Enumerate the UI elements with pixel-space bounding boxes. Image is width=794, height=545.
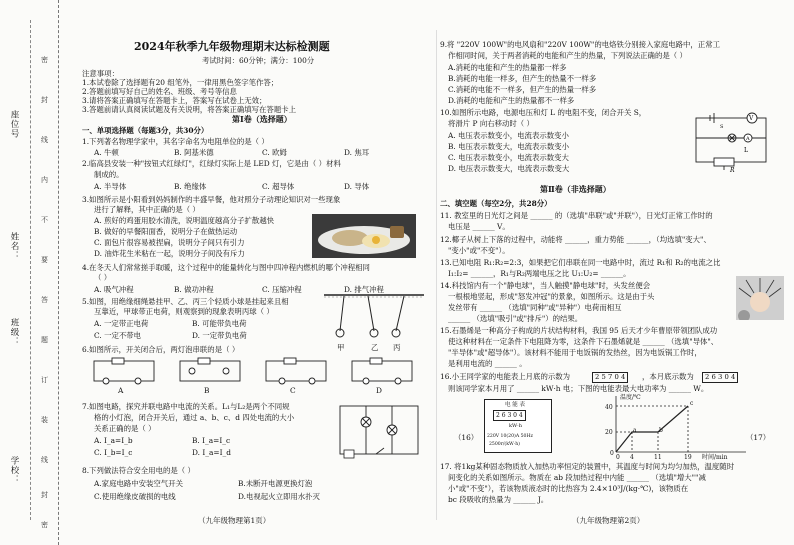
seat-label: 座位号 bbox=[9, 110, 19, 139]
part1-title: 第Ⅰ卷（选择题） bbox=[232, 114, 292, 124]
breakfast-photo bbox=[312, 214, 416, 258]
q5-option: A. 一定带正电荷 bbox=[94, 319, 149, 328]
q4-stem: 4.在冬天人们常常搓手取暖，这个过程中的能量转化与图中四冲程内燃机的哪个冲程相同 bbox=[82, 263, 370, 272]
q16-stem-cont: 则该同学家本月用了 ______ kW·h 电；下图的电能表最大电功率为 ______ W。 bbox=[448, 384, 709, 393]
q5-stem: 5.如图，用绝缘细绳悬挂甲、乙、丙三个轻质小球是挂起来且相 bbox=[82, 297, 289, 306]
graph-ytick: 0 bbox=[610, 450, 614, 457]
name-label: 姓名： bbox=[9, 232, 19, 261]
q3-option: B. 做好的早餐阳面香，说明分子在做热运动 bbox=[94, 227, 238, 236]
q13-stem-cont: I₁:I₂= ______，R₁与R₂两端电压之比 U₁:U₂= ______。 bbox=[448, 269, 631, 278]
graph-xtick: 0 bbox=[616, 454, 620, 461]
q8-option: C.使用绝缘皮破损的电线 bbox=[94, 492, 176, 501]
meter-reading-end: 2 6 3 0 4 bbox=[702, 372, 738, 383]
q5-option: C. 一定不带电 bbox=[94, 331, 142, 340]
seal-char: 封 bbox=[41, 96, 48, 104]
svg-text:R: R bbox=[730, 167, 735, 174]
seal-char: 装 bbox=[41, 416, 48, 424]
q2-stem-cont: 制成的。 bbox=[94, 170, 124, 179]
q7-stem: 7.如图电路，探究并联电路中电流的关系。L₁与L₂是两个不同规 bbox=[82, 402, 290, 411]
seal-char: 要 bbox=[41, 256, 48, 264]
section1-title: 一、单项选择题（每题3分，共30分） bbox=[82, 126, 209, 135]
seal-char: 线 bbox=[41, 136, 48, 144]
ball-label: 乙 bbox=[371, 343, 379, 352]
class-label: 班级： bbox=[9, 318, 19, 347]
q1-option: D. 焦耳 bbox=[344, 148, 370, 157]
footer-left: （九年级物理第1页） bbox=[198, 516, 271, 525]
graph-ylabel: 温度/℃ bbox=[620, 394, 641, 401]
graph-ytick: 20 bbox=[605, 429, 613, 436]
meter-reading-start: 2 5 7 0 4 bbox=[592, 372, 628, 383]
q16-stem: 16.小王同学家的电能表上月底的示数为 bbox=[440, 372, 571, 381]
q2-option: B. 绝缘体 bbox=[174, 182, 207, 191]
note-item: 3.请将答案正确填写在答题卡上，答案写在试卷上无效； bbox=[82, 96, 267, 105]
meter-display: 2 6 3 0 4 bbox=[493, 410, 526, 421]
q12-stem: 12.椰子从树上下落的过程中，动能将 ______，重力势能 ______，（均选填"变大"、 bbox=[440, 235, 711, 244]
q8-stem: 8.下列做法符合安全用电的是（ ） bbox=[82, 466, 195, 475]
q2-option: D. 导体 bbox=[344, 182, 370, 191]
q5-stem-cont: 互靠近，甲球带正电荷，则观察到的现象表明丙球（ ） bbox=[94, 307, 274, 316]
svg-text:S: S bbox=[720, 124, 724, 130]
parallel-circuit-figure bbox=[336, 402, 422, 460]
fig17-label: （17） bbox=[746, 433, 771, 442]
note-item: 3.答题前请认真阅读试题及有关说明，将答案正确填写在答题卡上 bbox=[82, 105, 296, 114]
q6-label: D bbox=[376, 386, 382, 395]
q4-option: D. 排气冲程 bbox=[344, 285, 384, 294]
svg-text:L: L bbox=[744, 147, 748, 154]
notes-heading: 注意事项： bbox=[82, 69, 119, 78]
q9-stem: 9.将 "220V 100W"的电风扇和"220V 100W"的电烙铁分别接入家庭电路中，正常工 bbox=[440, 40, 720, 49]
seal-char: 密 bbox=[41, 56, 48, 64]
q2-stem: 2.临高县安装一种"按钮式红绿灯"，红绿灯实际上是 LED 灯，它是由（ ）材料 bbox=[82, 159, 341, 168]
q10-stem-cont: 将滑片 P 向右移动时（ ） bbox=[448, 119, 534, 128]
graph-xtick: 4 bbox=[630, 454, 634, 461]
q6-label: A bbox=[118, 386, 124, 395]
q14-stem: 14.科技馆内有一个"静电球"，当人触摸"静电球"时，头发丝便会 bbox=[440, 281, 651, 290]
graph-point-b: b bbox=[659, 427, 663, 434]
fig16-label: （16） bbox=[454, 433, 479, 442]
q10-option: A. 电压表示数变小，电流表示数变小 bbox=[448, 131, 569, 140]
graph-point-c: c bbox=[690, 400, 694, 407]
seal-char: 答 bbox=[41, 296, 48, 304]
q3-option: A. 煎好的鸡蛋用胶水清洗，说明温度越高分子扩散越快 bbox=[94, 216, 275, 225]
q14-stem-cont: 发丝带有 ______ （选填"同种"或"异种"）电荷而相互 bbox=[448, 303, 622, 312]
note-item: 2.答题前填写好自己的姓名、班级、考号等信息 bbox=[82, 87, 237, 96]
column-divider bbox=[436, 30, 437, 520]
meter-revolutions: 2500r/(kW·h) bbox=[489, 442, 520, 447]
q7-option: B. I_a=I_c bbox=[192, 436, 231, 445]
q1-stem: 1.下列著名物理学家中，其名字命名为电阻单位的是（ ） bbox=[82, 137, 269, 146]
q3-option: D. 油炸花生米粘在一起，说明分子间没有斥力 bbox=[94, 249, 245, 258]
svg-text:A: A bbox=[746, 136, 750, 142]
q9-stem-cont: 作相同时间，关于两者消耗的电能和产生的热量，下列说法正确的是（ ） bbox=[448, 51, 687, 60]
seal-char: 内 bbox=[41, 176, 48, 184]
seal-char: 线 bbox=[41, 456, 48, 464]
temperature-graph bbox=[600, 392, 750, 460]
q15-stem-cont: 使这种材料在一定条件下电阻降为零，这条件下石墨烯就是 ______ （选填"导体"、 bbox=[448, 337, 719, 346]
ball-label: 丙 bbox=[393, 343, 401, 352]
ball-label: 甲 bbox=[337, 343, 345, 352]
q10-option: B. 电压表示数变大，电流表示数变小 bbox=[448, 142, 569, 151]
q2-option: A. 半导体 bbox=[94, 182, 127, 191]
q9-option: B.消耗的电能一样多，但产生的热量不一样多 bbox=[448, 74, 597, 83]
q11-stem: 11. 教室里的日光灯之间是 ______ 的（选填"串联"或"并联"），日光灯正常工作时的 bbox=[440, 211, 713, 220]
q10-stem: 10.如图所示电路，电源电压和灯 L 的电阻不变，闭合开关 S， bbox=[440, 108, 647, 117]
seal-char: 密 bbox=[41, 521, 48, 529]
static-hair-photo bbox=[736, 276, 784, 320]
q7-option: D. I_a=I_d bbox=[192, 448, 231, 457]
seal-char: 封 bbox=[41, 491, 48, 499]
meter-unit: kW·h bbox=[509, 423, 522, 429]
q17-stem-cont: 间变化的关系如图所示。物质在 ab 段加热过程中内能 ______ （选填"增大""减 bbox=[448, 473, 706, 482]
energy-meter-figure bbox=[484, 399, 552, 453]
q6-label: B bbox=[204, 386, 210, 395]
q10-option: D. 电压表示数变大，电流表示数变大 bbox=[448, 164, 570, 173]
graph-xtick: 11 bbox=[654, 454, 662, 461]
q1-option: A. 牛顿 bbox=[94, 148, 119, 157]
binding-strip bbox=[0, 0, 59, 545]
note-item: 1.本试卷除了选择题有20 组笔外，一律用黑色签字笔作答； bbox=[82, 78, 279, 87]
q12-stem-cont: "变小"或"不变"）。 bbox=[448, 246, 510, 255]
q8-option: B.未断开电源更换灯泡 bbox=[238, 479, 313, 488]
svg-text:V: V bbox=[749, 115, 754, 122]
exam-subtitle: 考试时间：60分钟；满分：100分 bbox=[202, 56, 315, 65]
seal-char: 订 bbox=[41, 376, 48, 384]
q6-circuits bbox=[86, 357, 426, 387]
q5-option: B. 可能带负电荷 bbox=[192, 319, 247, 328]
q3-stem-cont: 进行了解释，其中正确的是（ ） bbox=[94, 205, 200, 214]
q15-stem: 15.石墨烯是一种高分子构成的片状结构材料，我国 95 后天才少年曹原带领团队成功 bbox=[440, 326, 718, 335]
exam-title: 2024年秋季九年级物理期末达标检测题 bbox=[134, 40, 330, 53]
q16-stem-mid: ，本月底示数为 bbox=[642, 372, 694, 381]
q17-stem-cont: bc 段吸收的热量为 ______ J。 bbox=[448, 495, 549, 504]
seal-char: 题 bbox=[41, 336, 48, 344]
q17-stem: 17. 将1kg某种固态物质放入加热功率恒定的装置中，其温度与时间为均匀加热，温度随时 bbox=[440, 462, 735, 471]
section2-title: 二、填空题（每空2分，共28分） bbox=[440, 199, 552, 208]
seal-line bbox=[30, 20, 32, 520]
q7-stem-cont: 格的小灯泡，闭合开关后，通过 a、b、c、d 四处电流的大小 bbox=[94, 413, 295, 422]
q9-option: A.消耗的电能和产生的热量都一样多 bbox=[448, 63, 567, 72]
q9-option: D.消耗的电能和产生的热量都不一样多 bbox=[448, 96, 575, 105]
q1-option: C. 欧姆 bbox=[262, 148, 287, 157]
q4-option: A. 吸气冲程 bbox=[94, 285, 134, 294]
q8-option: A.家庭电路中安装空气开关 bbox=[94, 479, 183, 488]
q14-stem-cont: ______ （选填"吸引"或"排斥"）的结果。 bbox=[448, 314, 583, 323]
q7-option: A. I_a=I_b bbox=[94, 436, 133, 445]
q7-option: C. I_b=I_c bbox=[94, 448, 133, 457]
q6-stem: 6.如图所示，开关闭合后，两灯泡串联的是（ ） bbox=[82, 345, 240, 354]
q3-stem: 3.如图所示是小阳看到妈妈制作的丰盛早餐，他对照分子动理论知识对一些现象 bbox=[82, 195, 341, 204]
q17-stem-cont: 小"或"不变"），若该物质液态时的比热容为 2.4×10³J/(kg·℃)，该物质在 bbox=[448, 484, 689, 493]
q4-stem-cont: （ ） bbox=[94, 273, 112, 282]
q1-option: B. 阿基米德 bbox=[174, 148, 214, 157]
q10-option: C. 电压表示数变小，电流表示数变大 bbox=[448, 153, 569, 162]
part2-title: 第Ⅱ卷（非选择题） bbox=[540, 184, 611, 194]
q15-stem-cont: 是利用电流的 ______ 。 bbox=[448, 359, 527, 368]
seal-char: 不 bbox=[41, 216, 48, 224]
q9-option: C.消耗的电能不一样多，但产生的热量一样多 bbox=[448, 85, 597, 94]
footer-right: （九年级物理第2页） bbox=[572, 516, 645, 525]
q14-stem-cont: 一根根地竖起，形成"怒发冲冠"的景象，如图所示。这是由于头 bbox=[448, 292, 655, 301]
q11-stem-cont: 电压是 ______ V。 bbox=[448, 222, 510, 231]
q5-option: D. 一定带负电荷 bbox=[192, 331, 247, 340]
meter-rating: 220V 10(20)A 50Hz bbox=[487, 434, 533, 439]
graph-xlabel: 时间/min bbox=[702, 454, 728, 461]
graph-ytick: 40 bbox=[605, 404, 613, 411]
q2-option: C. 超导体 bbox=[262, 182, 295, 191]
q15-stem-cont: "半导体"或"超导体"）。该材料不能用于电饭锅的发热丝，因为电饭锅工作时， bbox=[448, 348, 702, 357]
q10-circuit-figure bbox=[690, 108, 772, 174]
pendulum-figure bbox=[322, 293, 426, 349]
graph-xtick: 19 bbox=[684, 454, 692, 461]
q13-stem: 13.已知电阻 R₁:R₂=2:3，如果把它们串联在同一电路中时，流过 R₁和 R₂的电流之比 bbox=[440, 258, 721, 267]
graph-point-a: a bbox=[633, 427, 637, 434]
q7-stem-cont: 关系正确的是（ ） bbox=[94, 424, 156, 433]
q4-option: C. 压缩冲程 bbox=[262, 285, 302, 294]
q3-option: C. 面包片很容易被捏扁，说明分子间只有引力 bbox=[94, 238, 245, 247]
q4-option: B. 做功冲程 bbox=[174, 285, 214, 294]
q8-option: D.电视起火立即用水扑灭 bbox=[238, 492, 320, 501]
school-label: 学校： bbox=[9, 456, 19, 485]
q6-label: C bbox=[290, 386, 296, 395]
meter-title: 电 能 表 bbox=[505, 402, 525, 408]
